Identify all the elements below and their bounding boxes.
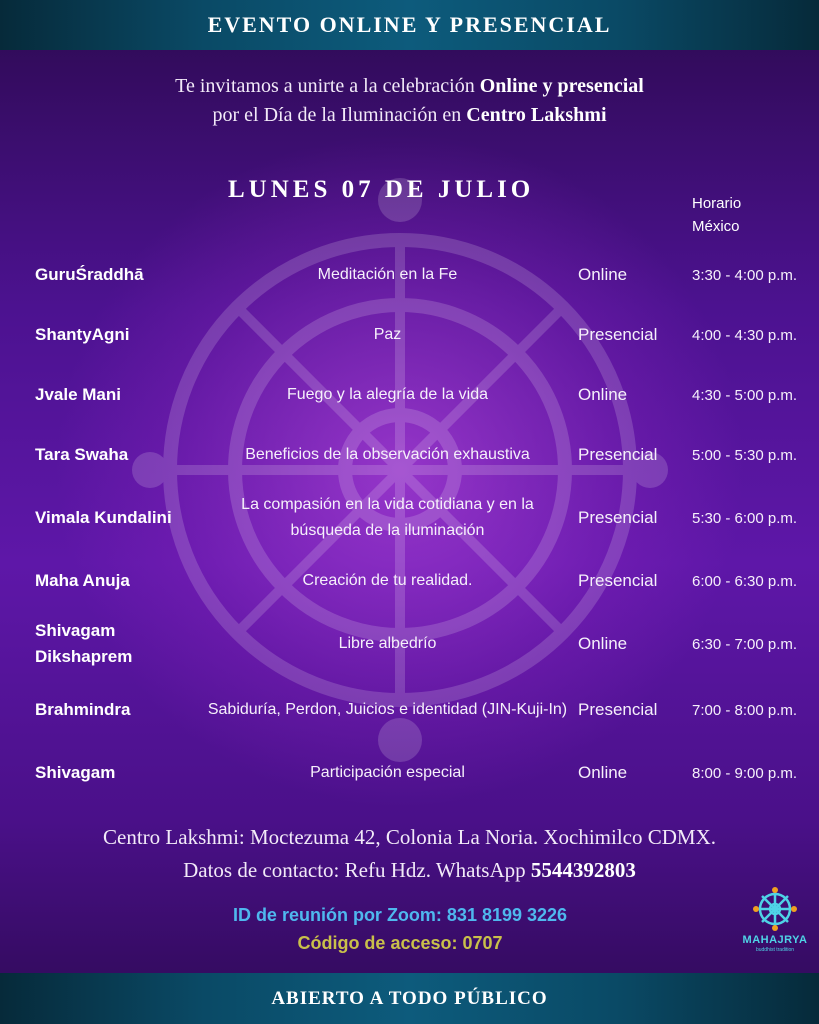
intro-text <box>0 72 819 130</box>
zoom-access-code: Código de acceso: 0707 <box>297 933 503 953</box>
session-topic: Fuego y la alegría de la vida <box>286 386 488 403</box>
session-time: 4:00 - 4:30 p.m. <box>692 326 798 344</box>
intro-line-2-text: por el Día de la Iluminación en <box>212 104 467 126</box>
session-mode: Online <box>578 763 628 782</box>
intro-line-2 <box>0 101 819 130</box>
footer-text: ABIERTO A TODO PÚBLICO <box>271 987 548 1009</box>
speaker-name: Shivagam <box>35 763 116 782</box>
session-time: 6:00 - 6:30 p.m. <box>692 572 798 590</box>
logo-name: MAHAJRYA <box>742 934 808 946</box>
session-topic: Sabiduría, Perdon, Juicios e identidad (JIN-Kuji-In) <box>207 701 568 718</box>
footer-band <box>0 973 819 1024</box>
header-title: EVENTO ONLINE Y PRESENCIAL <box>207 12 612 37</box>
mahajrya-logo <box>740 886 810 966</box>
session-time: 5:00 - 5:30 p.m. <box>692 446 798 464</box>
session-time: 3:30 - 4:00 p.m. <box>692 266 798 284</box>
schedule-row <box>0 247 819 303</box>
schedule-row <box>0 367 819 423</box>
session-mode: Online <box>578 265 628 284</box>
address-line: Centro Lakshmi: Moctezuma 42, Colonia La Noria. Xochimilco CDMX. <box>103 825 716 849</box>
timezone-label <box>692 192 812 238</box>
logo-tagline: buddhist tradition <box>755 947 795 953</box>
session-topic: Beneficios de la observación exhaustiva <box>245 446 530 463</box>
session-topic: Meditación en la Fe <box>317 266 458 283</box>
speaker-name: Vimala Kundalini <box>35 508 172 527</box>
mahajrya-wheel-icon <box>752 886 798 932</box>
schedule-row <box>0 307 819 363</box>
speaker-name: Brahmindra <box>35 700 131 719</box>
contact-line <box>0 854 819 887</box>
speaker-name: Jvale Mani <box>35 385 121 404</box>
schedule-row <box>0 682 819 738</box>
schedule-row <box>0 427 819 483</box>
speaker-name: GuruŚraddhā <box>35 265 144 284</box>
intro-line-1 <box>0 72 819 101</box>
schedule-row <box>0 745 819 801</box>
session-topic: Creación de tu realidad. <box>302 572 473 589</box>
session-topic: La compasión en la vida cotidiana y en la búsqueda de la iluminación <box>241 496 534 539</box>
zoom-meeting-id: ID de reunión por Zoom: 831 8199 3226 <box>232 905 568 925</box>
event-date: LUNES 07 DE JULIO <box>228 176 535 203</box>
session-topic: Participación especial <box>310 764 465 781</box>
zoom-info <box>0 901 800 957</box>
header-band <box>0 0 819 50</box>
session-mode: Presencial <box>578 445 658 464</box>
session-time: 7:00 - 8:00 p.m. <box>692 701 798 719</box>
session-mode: Presencial <box>578 571 658 590</box>
schedule-row <box>0 616 819 672</box>
session-mode: Online <box>578 634 628 653</box>
speaker-name: Shivagam Dikshaprem <box>35 621 133 666</box>
schedule-row <box>0 490 819 546</box>
session-time: 5:30 - 6:00 p.m. <box>692 509 798 527</box>
timezone-line-1: Horario <box>692 195 742 212</box>
session-mode: Online <box>578 385 628 404</box>
intro-line-2-emphasis: Centro Lakshmi <box>466 104 607 126</box>
session-mode: Presencial <box>578 700 658 719</box>
session-mode: Presencial <box>578 325 658 344</box>
session-time: 8:00 - 9:00 p.m. <box>692 764 798 782</box>
session-topic: Libre albedrío <box>338 635 437 652</box>
address-block <box>0 821 819 887</box>
speaker-name: Tara Swaha <box>35 445 129 464</box>
session-time: 6:30 - 7:00 p.m. <box>692 635 798 653</box>
session-mode: Presencial <box>578 508 658 527</box>
intro-line-1-text: Te invitamos a unirte a la celebración <box>175 75 480 97</box>
timezone-line-2: México <box>692 218 740 235</box>
whatsapp-number: 5544392803 <box>530 858 636 882</box>
schedule-row <box>0 553 819 609</box>
speaker-name: ShantyAgni <box>35 325 130 344</box>
session-time: 4:30 - 5:00 p.m. <box>692 386 798 404</box>
intro-line-1-emphasis: Online y presencial <box>479 75 644 97</box>
session-topic: Paz <box>373 326 402 343</box>
contact-text: Datos de contacto: Refu Hdz. WhatsApp <box>183 858 531 882</box>
speaker-name: Maha Anuja <box>35 571 130 590</box>
